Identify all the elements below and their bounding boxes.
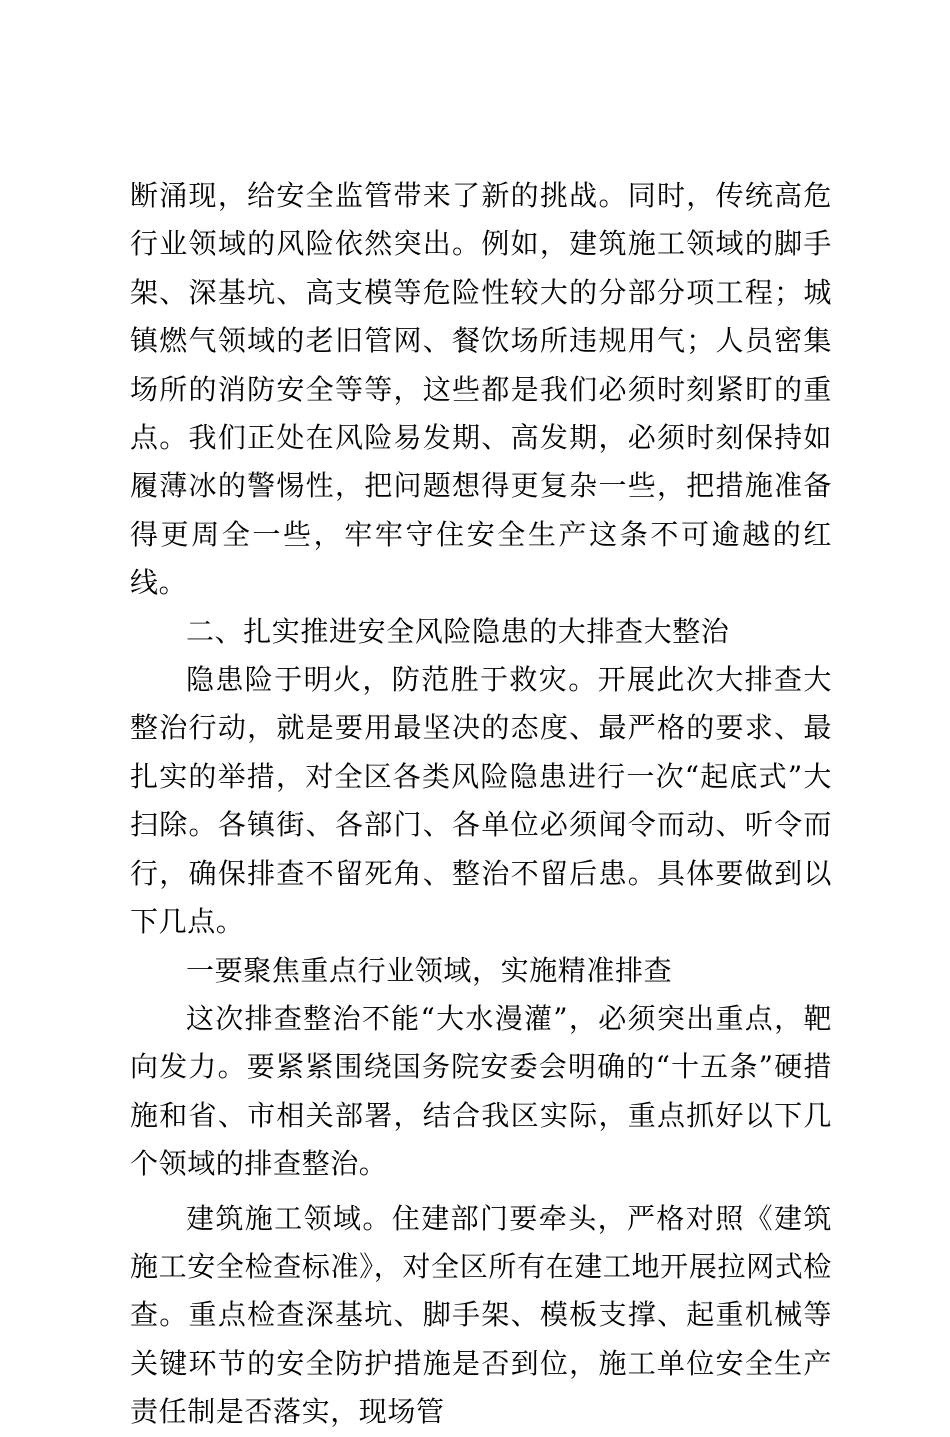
- document-body: [130, 172, 832, 1437]
- subsection-heading: 一要聚焦重点行业领域，实施精准排查: [186, 953, 673, 987]
- body-paragraph: 建筑施工领域。住建部门要牵头，严格对照《建筑施工安全检查标准》，对全区所有在建工地开展拉网式检查。重点检查深基坑、脚手架、模板支撑、起重机械等关键环节的安全防护措施是否到位，施工单位安全生产责任制是否落实，现场管: [130, 1201, 832, 1429]
- body-paragraph: 这次排查整治不能“大水漫灌”，必须突出重点，靶向发力。要紧紧围绕国务院安委会明确的“十五条”硬措施和省、市相关部署，结合我区实际，重点抓好以下几个领域的排查整治。: [130, 1001, 832, 1181]
- body-paragraph: 隐患险于明火，防范胜于救灾。开展此次大排查大整治行动，就是要用最坚决的态度、最严格的要求、最扎实的举措，对全区各类风险隐患进行一次“起底式”大扫除。各镇街、各部门、各单位必须闻令而动、听令而行，确保排查不留死角、整治不留后患。具体要做到以下几点。: [130, 663, 832, 939]
- section-heading: 二、扎实推进安全风险隐患的大排查大整治: [186, 614, 730, 648]
- body-paragraph: 断涌现，给安全监管带来了新的挑战。同时，传统高危行业领域的风险依然突出。例如，建筑施工领域的脚手架、深基坑、高支模等危险性较大的分部分项工程；城镇燃气领域的老旧管网、餐饮场所违规用气；人员密集场所的消防安全等等，这些都是我们必须时刻紧盯的重点。我们正处在风险易发期、高发期，必须时刻保持如履薄冰的警惕性，把问题想得更复杂一些，把措施准备得更周全一些，牢牢守住安全生产这条不可逾越的红线。: [130, 179, 832, 600]
